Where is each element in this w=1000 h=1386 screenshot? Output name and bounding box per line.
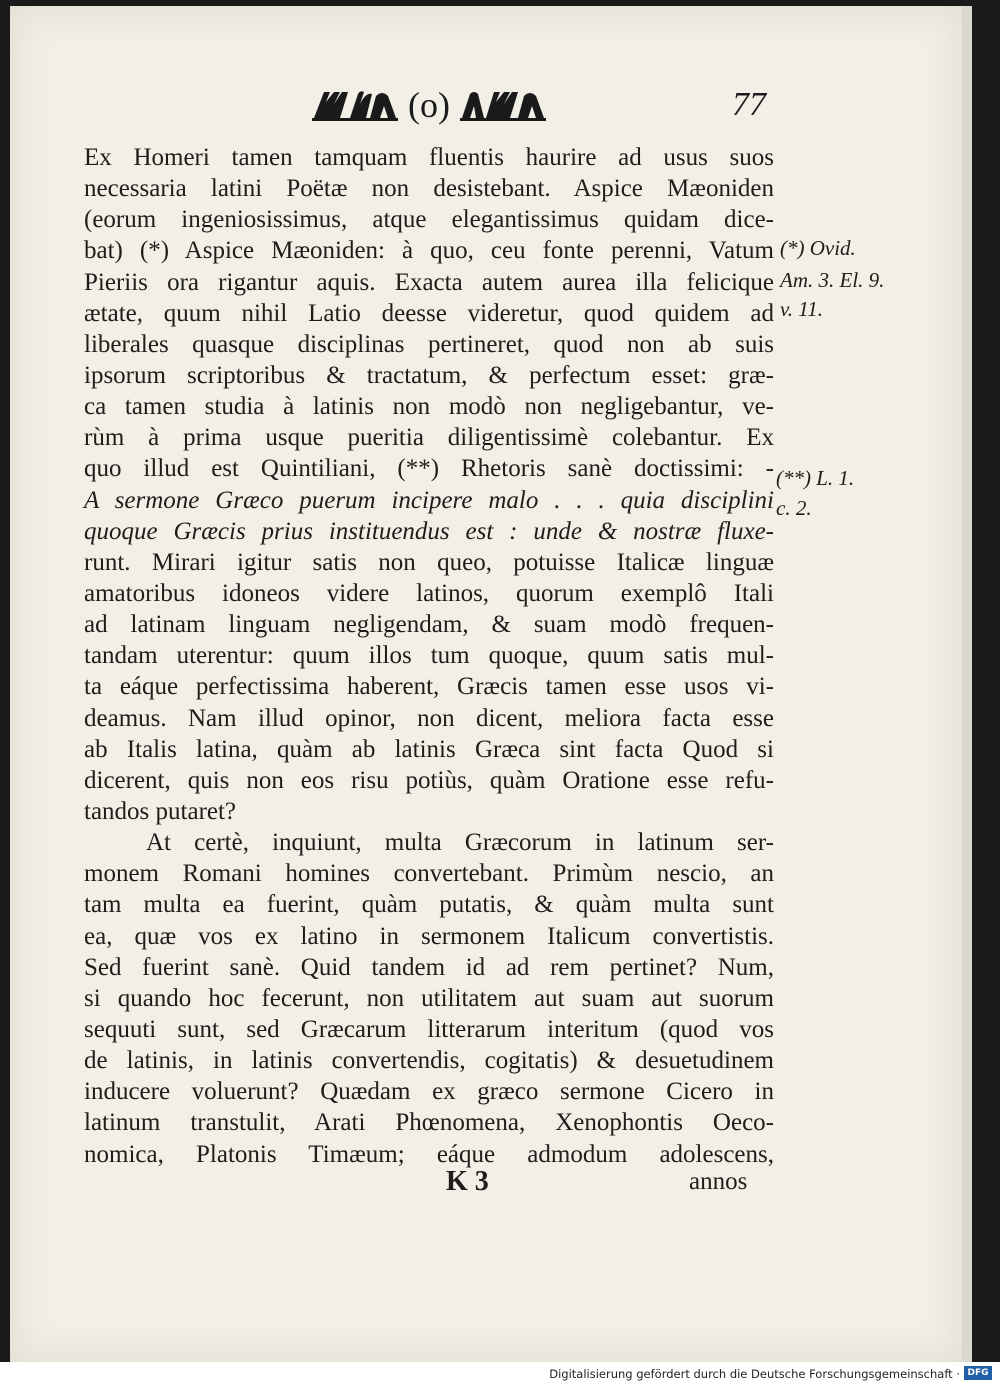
text-line: ab Italis latina, quàm ab latinis Græca sint facta Quod si <box>84 735 774 763</box>
text-line: ea, quæ vos ex latino in sermonem Italicum convertistis. <box>84 922 774 950</box>
catchword: annos <box>689 1168 748 1195</box>
marginal-note: v. 11. <box>780 297 823 321</box>
text-line: sequuti sunt, sed Græcarum litterarum interitum (quod vos <box>84 1015 774 1043</box>
text-line: liberales quasque disciplinas pertineret, quod non ab suis <box>84 330 774 358</box>
page-number: 77 <box>732 86 766 123</box>
text-line: quo illud est Quintiliani, (**) Rhetoris sanè doctissimi: - <box>84 455 774 483</box>
text-line: At certè, inquiunt, multa Græcorum in latinum ser- <box>146 829 774 857</box>
credit-text: Digitalisierung gefördert durch die Deutsche Forschungsgemeinschaft · <box>549 1367 960 1381</box>
text-line: A sermone Græco puerum incipere malo . . . quia disciplini <box>84 486 774 514</box>
credit-bar <box>0 1362 1000 1386</box>
text-line: si quando hoc fecerunt, non utilitatem aut suam aut suorum <box>84 984 774 1012</box>
text-line: rùm à prima usque pueritia diligentissimè colebantur. Ex <box>84 424 774 452</box>
text-line: de latinis, in latinis convertendis, cogitatis) & desuetudinem <box>84 1047 774 1075</box>
text-line: tandam uterentur: quum illos tum quoque, quum satis mul- <box>84 642 774 670</box>
text-line: amatoribus idoneos videre latinos, quorum exemplô Itali <box>84 579 774 607</box>
text-line: ad latinam linguam negligendam, & suam modò frequen- <box>84 611 774 639</box>
text-line: necessaria latini Poëtæ non desistebant. Aspice Mæoniden <box>84 175 774 203</box>
page-header <box>312 84 546 126</box>
text-line: Pieriis ora rigantur aquis. Exacta autem aurea illa felicique <box>84 268 774 296</box>
left-ornament-icon <box>312 88 398 122</box>
text-line: tam multa ea fuerint, quàm putatis, & quàm multa sunt <box>84 891 774 919</box>
signature-mark: K 3 <box>446 1166 489 1197</box>
page-edge <box>962 6 972 1362</box>
text-line: nomica, Platonis Timæum; eáque admodum adolescens, <box>84 1140 774 1168</box>
header-text: (o) <box>408 85 450 125</box>
text-line: monem Romani homines convertebant. Primùm nescio, an <box>84 860 774 888</box>
text-line: ca tamen studia à latinis non modò non negligebantur, ve- <box>84 393 774 421</box>
text-line: Ex Homeri tamen tamquam fluentis haurire ad usus suos <box>84 144 774 171</box>
text-line: ta eáque perfectissima haberent, Græcis tamen esse usos vi- <box>84 673 774 701</box>
text-line: ipsorum scriptoribus & tractatum, & perfectum esset: græ- <box>84 361 774 389</box>
marginal-note: (**) L. 1. <box>776 466 855 490</box>
body-text <box>84 142 774 1170</box>
text-line: inducere voluerunt? Quædam ex græco sermone Cicero in <box>84 1078 774 1106</box>
marginal-note: c. 2. <box>776 496 812 520</box>
text-line: ætate, quum nihil Latio deesse videretur, quod quidem ad <box>84 299 774 327</box>
text-line: Sed fuerint sanè. Quid tandem id ad rem pertinet? Num, <box>84 953 774 981</box>
text-line: dicerent, quis non eos risu potiùs, quàm Oratione esse refu- <box>84 766 774 794</box>
text-line: quoque Græcis prius instituendus est : unde & nostræ fluxe- <box>84 517 774 545</box>
text-line: tandos putaret? <box>84 797 237 825</box>
marginal-note: Am. 3. El. 9. <box>780 268 885 292</box>
dfg-logo-icon: DFG <box>964 1366 992 1380</box>
text-line: bat) (*) Aspice Mæoniden: à quo, ceu fonte perenni, Vatum <box>84 237 774 265</box>
text-line: (eorum ingeniosissimus, atque elegantissimus quidam dice- <box>84 206 774 234</box>
text-line: deamus. Nam illud opinor, non dicent, meliora facta esse <box>84 704 774 732</box>
right-ornament-icon <box>460 88 546 122</box>
text-line: latinum transtulit, Arati Phœnomena, Xenophontis Oeco- <box>84 1109 774 1137</box>
marginal-note: (*) Ovid. <box>780 236 856 260</box>
text-line: runt. Mirari igitur satis non queo, potuisse Italicæ linguæ <box>84 548 774 576</box>
